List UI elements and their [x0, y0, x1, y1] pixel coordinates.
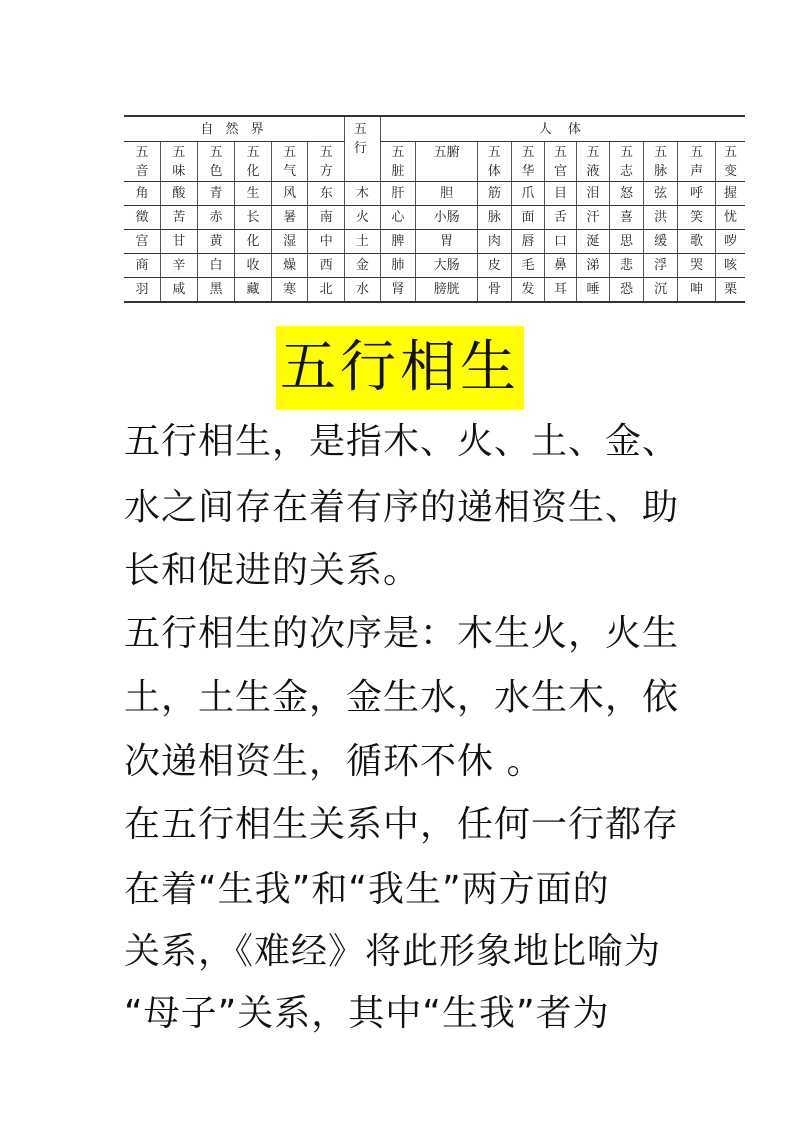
table-cell: 骨 — [478, 278, 512, 303]
table-cell: 皮 — [478, 254, 512, 278]
table-cell: 缓 — [643, 230, 678, 254]
table-row — [124, 182, 745, 206]
table-cell: 肾 — [380, 278, 416, 303]
table-cell: 沉 — [643, 278, 678, 303]
column-header-bottom: 液 — [576, 162, 610, 182]
table-cell: 舌 — [545, 206, 577, 230]
table-cell: 湿 — [271, 230, 308, 254]
column-header-bottom: 方 — [308, 162, 345, 182]
column-header-bottom: 气 — [271, 162, 308, 182]
table-subheader-row-bottom — [124, 162, 745, 182]
column-header-bottom: 脏 — [380, 162, 416, 182]
table-cell: 心 — [380, 206, 416, 230]
table-cell: 歌 — [678, 230, 716, 254]
group-wuxing-bottom: 行 — [353, 141, 371, 156]
column-header-bottom: 华 — [511, 162, 545, 182]
paragraph-line: 在着“生我”和“我生”两方面的 — [124, 869, 610, 910]
table-cell: 黑 — [197, 278, 235, 303]
paragraph-line: 长和促进的关系。 — [124, 550, 421, 591]
group-nature-header: 自 然 界 — [124, 116, 345, 142]
table-cell: 咳 — [715, 254, 745, 278]
table-cell: 水 — [345, 278, 381, 303]
table-cell: 北 — [308, 278, 345, 303]
table-cell: 胃 — [416, 230, 478, 254]
table-cell: 肝 — [380, 182, 416, 206]
table-cell: 长 — [235, 206, 272, 230]
table-cell: 口 — [545, 230, 577, 254]
table-cell: 涎 — [576, 230, 610, 254]
column-header-bottom: 音 — [124, 162, 161, 182]
table-cell: 生 — [235, 182, 272, 206]
table-cell: 火 — [345, 206, 381, 230]
table-cell: 毛 — [511, 254, 545, 278]
column-header-bottom: 脉 — [643, 162, 678, 182]
column-header-top: 五 — [715, 142, 745, 163]
table-cell: 怒 — [610, 182, 644, 206]
column-header-top: 五 — [161, 142, 198, 163]
table-cell: 白 — [197, 254, 235, 278]
column-header-top: 五 — [643, 142, 678, 163]
table-row — [124, 206, 745, 230]
table-cell: 风 — [271, 182, 308, 206]
group-wuxing-header — [345, 116, 381, 182]
table-cell: 甘 — [161, 230, 198, 254]
table-cell: 脾 — [380, 230, 416, 254]
column-header-bottom: 味 — [161, 162, 198, 182]
table-cell: 涕 — [576, 254, 610, 278]
table-cell: 发 — [511, 278, 545, 303]
table-cell: 汗 — [576, 206, 610, 230]
column-header-top: 五 — [478, 142, 512, 163]
column-header-bottom: 官 — [545, 162, 577, 182]
table-cell: 恐 — [610, 278, 644, 303]
table-cell: 黄 — [197, 230, 235, 254]
table-cell: 中 — [308, 230, 345, 254]
table-cell: 笑 — [678, 206, 716, 230]
column-header-bottom: 志 — [610, 162, 644, 182]
column-header-top: 五 — [678, 142, 716, 163]
column-header-top: 五 — [610, 142, 644, 163]
table-cell: 暑 — [271, 206, 308, 230]
column-header-top: 五 — [308, 142, 345, 163]
table-cell: 角 — [124, 182, 161, 206]
table-cell: 筋 — [478, 182, 512, 206]
table-cell: 东 — [308, 182, 345, 206]
table-group-header-row — [124, 116, 745, 142]
table-cell: 握 — [715, 182, 745, 206]
table-cell: 弦 — [643, 182, 678, 206]
column-header-top: 五腑 — [416, 142, 478, 163]
table-cell: 大肠 — [416, 254, 478, 278]
table-cell: 木 — [345, 182, 381, 206]
table-cell: 寒 — [271, 278, 308, 303]
group-wuxing-top: 五 — [353, 122, 371, 137]
page-title: 五行相生 — [276, 326, 524, 410]
table-cell: 忧 — [715, 206, 745, 230]
table-cell: 哭 — [678, 254, 716, 278]
paragraph-line: 土，土生金，金生水，水生木，依 — [124, 677, 680, 718]
paragraph-line: 水之间存在着有序的递相资生、助 — [124, 487, 680, 528]
table-cell: 化 — [235, 230, 272, 254]
table-cell: 胆 — [416, 182, 478, 206]
table-cell: 喜 — [610, 206, 644, 230]
table-cell: 小肠 — [416, 206, 478, 230]
column-header-top: 五 — [576, 142, 610, 163]
table-cell: 悲 — [610, 254, 644, 278]
table-cell: 栗 — [715, 278, 745, 303]
table-cell: 酸 — [161, 182, 198, 206]
paragraph-line: 在五行相生关系中，任何一行都存 — [124, 804, 680, 845]
table-cell: 赤 — [197, 206, 235, 230]
table-cell: 耳 — [545, 278, 577, 303]
column-header-top: 五 — [511, 142, 545, 163]
column-header-bottom: 声 — [678, 162, 716, 182]
table-cell: 宫 — [124, 230, 161, 254]
table-cell: 鼻 — [545, 254, 577, 278]
table-cell: 膀胱 — [416, 278, 478, 303]
title-block — [0, 326, 800, 410]
table-cell: 南 — [308, 206, 345, 230]
paragraph-line: 次递相资生，循环不休 。 — [124, 741, 544, 782]
column-header-top: 五 — [235, 142, 272, 163]
table-cell: 爪 — [511, 182, 545, 206]
table-cell: 辛 — [161, 254, 198, 278]
table-cell: 商 — [124, 254, 161, 278]
table-cell: 西 — [308, 254, 345, 278]
paragraph-line: “母子”关系，其中“生我”者为 — [124, 993, 610, 1034]
table-cell: 收 — [235, 254, 272, 278]
table-cell: 唾 — [576, 278, 610, 303]
table-cell: 唇 — [511, 230, 545, 254]
table-cell: 肉 — [478, 230, 512, 254]
table-cell: 徵 — [124, 206, 161, 230]
table-cell: 咸 — [161, 278, 198, 303]
column-header-top: 五 — [380, 142, 416, 163]
table-cell: 脉 — [478, 206, 512, 230]
table-cell: 洪 — [643, 206, 678, 230]
table-cell: 哕 — [715, 230, 745, 254]
table-cell: 燥 — [271, 254, 308, 278]
paragraph-line: 五行相生，是指木、火、土、金、 — [124, 421, 680, 462]
table-cell: 目 — [545, 182, 577, 206]
table-cell: 泪 — [576, 182, 610, 206]
table-cell: 藏 — [235, 278, 272, 303]
table-cell: 面 — [511, 206, 545, 230]
paragraph-line: 五行相生的次序是：木生火，火生 — [124, 613, 680, 654]
paragraph-line: 关系，《难经》将此形象地比喻为 — [124, 931, 662, 972]
table-cell: 肺 — [380, 254, 416, 278]
table-subheader-row-top — [124, 142, 745, 163]
table-row — [124, 278, 745, 303]
column-header-bottom: 变 — [715, 162, 745, 182]
table-cell: 羽 — [124, 278, 161, 303]
table-cell: 呼 — [678, 182, 716, 206]
column-header-bottom: 体 — [478, 162, 512, 182]
five-elements-table — [124, 115, 745, 303]
column-header-bottom: 化 — [235, 162, 272, 182]
table-row — [124, 254, 745, 278]
table-cell: 苦 — [161, 206, 198, 230]
column-header-bottom: 色 — [197, 162, 235, 182]
table-row — [124, 230, 745, 254]
table-cell: 呻 — [678, 278, 716, 303]
column-header-top: 五 — [545, 142, 577, 163]
table-cell: 金 — [345, 254, 381, 278]
column-header-top: 五 — [135, 144, 149, 160]
table-cell: 思 — [610, 230, 644, 254]
column-header-bottom — [416, 162, 478, 182]
table-cell: 浮 — [643, 254, 678, 278]
column-header-top: 五 — [271, 142, 308, 163]
table-cell: 青 — [197, 182, 235, 206]
table-cell: 土 — [345, 230, 381, 254]
column-header-top: 五 — [197, 142, 235, 163]
group-body-header: 人 体 — [380, 116, 745, 142]
